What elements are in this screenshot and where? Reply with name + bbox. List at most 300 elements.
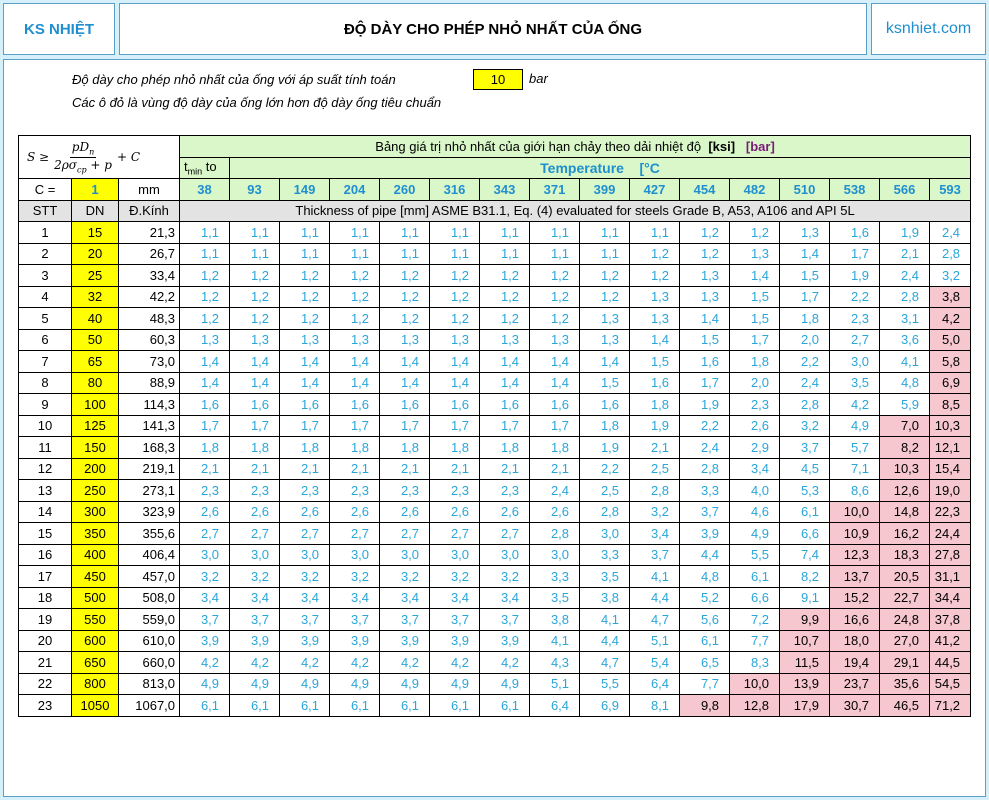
row-stt: 4 [19, 286, 72, 308]
thickness-cell: 3,7 [430, 609, 480, 631]
row-dn-input[interactable]: 40 [72, 308, 119, 330]
row-dn-input[interactable]: 600 [72, 630, 119, 652]
thickness-cell: 2,1 [880, 243, 930, 265]
thickness-cell: 3,9 [180, 630, 230, 652]
thickness-cell: 1,2 [730, 222, 780, 244]
thickness-cell: 3,2 [480, 566, 530, 588]
table-row [19, 437, 971, 459]
thickness-cell: 10,7 [780, 630, 830, 652]
thickness-cell: 1,4 [330, 351, 380, 373]
thickness-cell: 11,5 [780, 652, 830, 674]
row-dn-input[interactable]: 350 [72, 523, 119, 545]
thickness-cell: 9,1 [780, 587, 830, 609]
thickness-cell: 3,9 [230, 630, 280, 652]
thickness-cell: 1,3 [380, 329, 430, 351]
thickness-cell: 3,7 [780, 437, 830, 459]
site-link[interactable]: ksnhiet.com [871, 3, 986, 55]
thickness-cell: 3,2 [930, 265, 971, 287]
thickness-cell: 3,7 [180, 609, 230, 631]
thickness-cell: 4,2 [280, 652, 330, 674]
thickness-cell: 3,0 [180, 544, 230, 566]
thickness-cell: 1,1 [630, 222, 680, 244]
thickness-cell: 3,2 [430, 566, 480, 588]
row-outer-diameter: 273,1 [119, 480, 180, 502]
thickness-cell: 15,4 [930, 458, 971, 480]
thickness-cell: 4,1 [580, 609, 630, 631]
tmin-sub: min [187, 166, 203, 177]
row-stt: 9 [19, 394, 72, 416]
row-stt: 13 [19, 480, 72, 502]
thickness-cell: 4,8 [880, 372, 930, 394]
thickness-cell: 2,7 [230, 523, 280, 545]
row-outer-diameter: 355,6 [119, 523, 180, 545]
thickness-cell: 1,6 [230, 394, 280, 416]
thickness-cell: 19,0 [930, 480, 971, 502]
thickness-cell: 3,9 [280, 630, 330, 652]
thickness-cell: 3,5 [530, 587, 580, 609]
temperature-col-9: 427 [630, 179, 680, 201]
thickness-cell: 1,3 [430, 329, 480, 351]
thickness-cell: 2,6 [230, 501, 280, 523]
thickness-cell: 1,3 [680, 286, 730, 308]
table-row [19, 351, 971, 373]
thickness-cell: 3,9 [330, 630, 380, 652]
row-dn-input[interactable]: 800 [72, 673, 119, 695]
thickness-cell: 2,8 [580, 501, 630, 523]
thickness-cell: 1,2 [430, 286, 480, 308]
thickness-cell: 19,4 [830, 652, 880, 674]
thickness-cell: 1,3 [630, 308, 680, 330]
thickness-cell: 2,6 [530, 501, 580, 523]
thickness-cell: 2,1 [480, 458, 530, 480]
thickness-cell: 1,5 [780, 265, 830, 287]
thickness-cell: 1,4 [530, 351, 580, 373]
thickness-cell: 3,7 [680, 501, 730, 523]
thickness-cell: 2,6 [480, 501, 530, 523]
thickness-cell: 1,2 [480, 308, 530, 330]
thickness-cell: 1,2 [480, 265, 530, 287]
row-stt: 3 [19, 265, 72, 287]
row-dn-input[interactable]: 450 [72, 566, 119, 588]
thickness-cell: 6,1 [330, 695, 380, 717]
thickness-cell: 1,2 [280, 265, 330, 287]
thickness-cell: 4,2 [430, 652, 480, 674]
thickness-cell: 17,9 [780, 695, 830, 717]
row-dn-input[interactable]: 15 [72, 222, 119, 244]
table-row [19, 222, 971, 244]
row-dn-input[interactable]: 550 [72, 609, 119, 631]
thickness-cell: 22,3 [930, 501, 971, 523]
row-stt: 23 [19, 695, 72, 717]
temperature-col-1: 93 [230, 179, 280, 201]
thickness-cell: 4,1 [880, 351, 930, 373]
thickness-cell: 6,1 [230, 695, 280, 717]
table-row [19, 587, 971, 609]
thickness-cell: 16,6 [830, 609, 880, 631]
thickness-cell: 1,2 [380, 308, 430, 330]
thickness-cell: 1,8 [630, 394, 680, 416]
thickness-cell: 3,3 [580, 544, 630, 566]
c-label: C = [19, 179, 72, 201]
table-row [19, 265, 971, 287]
thickness-cell: 4,9 [380, 673, 430, 695]
thickness-cell: 2,4 [880, 265, 930, 287]
thickness-cell: 1,1 [230, 243, 280, 265]
thickness-cell: 1,2 [680, 243, 730, 265]
thickness-cell: 6,9 [930, 372, 971, 394]
row-dn-input[interactable]: 400 [72, 544, 119, 566]
thickness-cell: 1,5 [730, 286, 780, 308]
thickness-cell: 3,5 [580, 566, 630, 588]
table-row [19, 566, 971, 588]
row-stt: 19 [19, 609, 72, 631]
formula-denominator-sub: cp [76, 164, 87, 174]
thickness-cell: 6,1 [680, 630, 730, 652]
thickness-cell: 1,2 [330, 265, 380, 287]
temperature-col-10: 454 [680, 179, 730, 201]
thickness-cell: 1,2 [530, 308, 580, 330]
row-outer-diameter: 88,9 [119, 372, 180, 394]
row-outer-diameter: 114,3 [119, 394, 180, 416]
thickness-cell: 3,8 [530, 609, 580, 631]
brand-logo[interactable]: KS NHIỆT [3, 3, 115, 55]
thickness-cell: 3,9 [380, 630, 430, 652]
thickness-cell: 3,0 [330, 544, 380, 566]
thickness-cell: 8,2 [780, 566, 830, 588]
thickness-cell: 1,7 [830, 243, 880, 265]
thickness-cell: 4,2 [330, 652, 380, 674]
thickness-cell: 10,0 [830, 501, 880, 523]
thickness-cell: 2,8 [680, 458, 730, 480]
thickness-cell: 1,2 [430, 308, 480, 330]
thickness-cell: 2,7 [330, 523, 380, 545]
thickness-cell: 6,1 [780, 501, 830, 523]
formula-denominator-a: 2ρσ [54, 157, 77, 172]
table-row [19, 458, 971, 480]
thickness-cell: 12,8 [730, 695, 780, 717]
row-dn-input[interactable]: 650 [72, 652, 119, 674]
thickness-cell: 1,3 [330, 329, 380, 351]
thickness-cell: 1,9 [630, 415, 680, 437]
thickness-cell: 2,7 [830, 329, 880, 351]
thickness-cell: 3,7 [480, 609, 530, 631]
thickness-cell: 2,2 [680, 415, 730, 437]
row-outer-diameter: 610,0 [119, 630, 180, 652]
row-dn-input[interactable]: 500 [72, 587, 119, 609]
row-dn-input[interactable]: 80 [72, 372, 119, 394]
table-row [19, 630, 971, 652]
thickness-cell: 3,6 [880, 329, 930, 351]
temperature-unit: [°C [639, 159, 660, 176]
formula-numerator: pD [71, 140, 90, 155]
table-row [19, 286, 971, 308]
thickness-cell: 1,1 [580, 222, 630, 244]
thickness-cell: 1,1 [530, 243, 580, 265]
table-row [19, 308, 971, 330]
thickness-cell: 3,7 [280, 609, 330, 631]
thickness-cell: 16,2 [880, 523, 930, 545]
thickness-cell: 4,9 [330, 673, 380, 695]
thickness-cell: 2,8 [780, 394, 830, 416]
thickness-cell: 3,0 [380, 544, 430, 566]
row-dn-input[interactable]: 65 [72, 351, 119, 373]
thickness-cell: 6,1 [280, 695, 330, 717]
thickness-cell: 1,8 [280, 437, 330, 459]
intro-line-2: Các ô đỏ là vùng độ dày của ống lớn hơn độ dày ống tiêu chuẩn [72, 95, 442, 110]
thickness-cell: 4,9 [830, 415, 880, 437]
thickness-cell: 1,2 [180, 286, 230, 308]
row-outer-diameter: 1067,0 [119, 695, 180, 717]
row-outer-diameter: 219,1 [119, 458, 180, 480]
thickness-cell: 3,3 [680, 480, 730, 502]
thickness-cell: 46,5 [880, 695, 930, 717]
thickness-cell: 7,4 [780, 544, 830, 566]
thickness-cell: 1,2 [380, 286, 430, 308]
thickness-cell: 1,7 [280, 415, 330, 437]
thickness-cell: 1,4 [280, 372, 330, 394]
thickness-cell: 6,1 [430, 695, 480, 717]
row-stt: 14 [19, 501, 72, 523]
thickness-cell: 6,9 [580, 695, 630, 717]
temperature-col-8: 399 [580, 179, 630, 201]
thickness-cell: 1,7 [230, 415, 280, 437]
temperature-col-14: 566 [880, 179, 930, 201]
row-dn-input[interactable]: 20 [72, 243, 119, 265]
thickness-cell: 4,2 [930, 308, 971, 330]
thickness-cell: 4,2 [480, 652, 530, 674]
thickness-cell: 2,6 [330, 501, 380, 523]
temperature-col-11: 482 [730, 179, 780, 201]
thickness-cell: 3,9 [680, 523, 730, 545]
thickness-cell: 1,4 [280, 351, 330, 373]
thickness-cell: 4,2 [380, 652, 430, 674]
thickness-cell: 7,1 [830, 458, 880, 480]
row-outer-diameter: 26,7 [119, 243, 180, 265]
thickness-cell: 1,2 [180, 265, 230, 287]
thickness-cell: 1,4 [530, 372, 580, 394]
thickness-cell: 5,4 [630, 652, 680, 674]
thickness-cell: 1,2 [330, 308, 380, 330]
table-row [19, 544, 971, 566]
thickness-cell: 15,2 [830, 587, 880, 609]
thickness-cell: 3,0 [230, 544, 280, 566]
thickness-cell: 2,7 [380, 523, 430, 545]
thickness-cell: 5,1 [530, 673, 580, 695]
thickness-cell: 1,8 [480, 437, 530, 459]
thickness-cell: 1,1 [430, 222, 480, 244]
thickness-cell: 1,4 [380, 372, 430, 394]
thickness-cell: 1,4 [630, 329, 680, 351]
thickness-cell: 2,1 [230, 458, 280, 480]
thickness-cell: 1,2 [530, 265, 580, 287]
thickness-cell: 1,3 [680, 265, 730, 287]
thickness-cell: 1,7 [330, 415, 380, 437]
thickness-cell: 6,6 [730, 587, 780, 609]
tmin-cell [180, 157, 230, 179]
thickness-cell: 1,7 [430, 415, 480, 437]
temperature-header [230, 157, 971, 179]
thickness-cell: 1,1 [180, 222, 230, 244]
table-row [19, 501, 971, 523]
thickness-cell: 2,7 [280, 523, 330, 545]
thickness-cell: 14,8 [880, 501, 930, 523]
pressure-input[interactable]: 10 [473, 69, 523, 90]
row-outer-diameter: 559,0 [119, 609, 180, 631]
thickness-cell: 6,1 [180, 695, 230, 717]
thickness-cell: 1,9 [580, 437, 630, 459]
thickness-cell: 2,3 [280, 480, 330, 502]
thickness-cell: 1,4 [180, 372, 230, 394]
row-stt: 11 [19, 437, 72, 459]
thickness-cell: 3,2 [380, 566, 430, 588]
thickness-cell: 1,8 [780, 308, 830, 330]
row-outer-diameter: 48,3 [119, 308, 180, 330]
row-outer-diameter: 73,0 [119, 351, 180, 373]
table-row [19, 673, 971, 695]
thickness-cell: 1,1 [480, 243, 530, 265]
row-stt: 8 [19, 372, 72, 394]
thickness-cell: 4,8 [680, 566, 730, 588]
thickness-cell: 2,1 [280, 458, 330, 480]
row-dn-input[interactable]: 250 [72, 480, 119, 502]
thickness-cell: 1,1 [380, 243, 430, 265]
thickness-cell: 1,2 [180, 308, 230, 330]
thickness-cell: 3,2 [180, 566, 230, 588]
thickness-cell: 2,6 [180, 501, 230, 523]
thickness-cell: 1,2 [530, 286, 580, 308]
thickness-cell: 1,2 [230, 286, 280, 308]
thickness-cell: 1,5 [580, 372, 630, 394]
thickness-cell: 6,1 [380, 695, 430, 717]
thickness-cell: 1,4 [430, 372, 480, 394]
stress-unit-bar: [bar] [745, 138, 775, 154]
thickness-cell: 1,3 [230, 329, 280, 351]
row-dn-input[interactable]: 100 [72, 394, 119, 416]
thickness-cell: 3,5 [830, 372, 880, 394]
thickness-cell: 1,3 [630, 286, 680, 308]
thickness-cell: 2,8 [530, 523, 580, 545]
thickness-cell: 2,3 [380, 480, 430, 502]
table-row [19, 329, 971, 351]
thickness-cell: 10,3 [880, 458, 930, 480]
formula-lhs: S ≥ [27, 150, 50, 164]
row-dn-input[interactable]: 32 [72, 286, 119, 308]
thickness-cell: 10,0 [730, 673, 780, 695]
row-dn-input[interactable]: 150 [72, 437, 119, 459]
formula-denominator-b: + p [86, 157, 112, 172]
row-dn-input[interactable]: 1050 [72, 695, 119, 717]
thickness-cell: 3,2 [330, 566, 380, 588]
thickness-cell: 3,8 [930, 286, 971, 308]
pressure-unit: bar [529, 71, 548, 86]
table-row [19, 480, 971, 502]
thickness-cell: 27,0 [880, 630, 930, 652]
c-value-input[interactable]: 1 [72, 179, 119, 201]
thickness-cell: 4,4 [580, 630, 630, 652]
thickness-cell: 1,5 [730, 308, 780, 330]
thickness-cell: 3,7 [330, 609, 380, 631]
thickness-cell: 1,4 [580, 351, 630, 373]
thickness-cell: 1,6 [830, 222, 880, 244]
thickness-cell: 2,1 [430, 458, 480, 480]
thickness-cell: 1,1 [330, 243, 380, 265]
thickness-cell: 1,7 [180, 415, 230, 437]
thickness-table [18, 135, 971, 717]
thickness-caption: Thickness of pipe [mm] ASME B31.1, Eq. (4) evaluated for steels Grade B, A53, A106 and API 5L [180, 200, 971, 222]
thickness-cell: 1,2 [480, 286, 530, 308]
thickness-cell: 9,9 [780, 609, 830, 631]
thickness-cell: 4,7 [580, 652, 630, 674]
thickness-cell: 1,8 [430, 437, 480, 459]
thickness-cell: 44,5 [930, 652, 971, 674]
thickness-cell: 1,9 [830, 265, 880, 287]
thickness-cell: 54,5 [930, 673, 971, 695]
thickness-cell: 20,5 [880, 566, 930, 588]
table-row [19, 394, 971, 416]
row-stt: 10 [19, 415, 72, 437]
thickness-cell: 1,4 [480, 351, 530, 373]
temperature-col-5: 316 [430, 179, 480, 201]
thickness-cell: 24,8 [880, 609, 930, 631]
row-dn-input[interactable]: 125 [72, 415, 119, 437]
row-stt: 6 [19, 329, 72, 351]
thickness-cell: 1,8 [380, 437, 430, 459]
thickness-cell: 2,2 [780, 351, 830, 373]
thickness-cell: 2,3 [330, 480, 380, 502]
row-dn-input[interactable]: 300 [72, 501, 119, 523]
thickness-cell: 1,8 [730, 351, 780, 373]
thickness-cell: 1,1 [430, 243, 480, 265]
thickness-cell: 4,1 [530, 630, 580, 652]
thickness-cell: 7,2 [730, 609, 780, 631]
thickness-cell: 1,3 [580, 308, 630, 330]
thickness-cell: 1,6 [480, 394, 530, 416]
thickness-cell: 1,1 [480, 222, 530, 244]
thickness-cell: 29,1 [880, 652, 930, 674]
tmin-suffix: to [202, 158, 217, 174]
thickness-cell: 23,7 [830, 673, 880, 695]
row-dn-input[interactable]: 200 [72, 458, 119, 480]
thickness-cell: 1,9 [880, 222, 930, 244]
row-stt: 21 [19, 652, 72, 674]
thickness-cell: 13,9 [780, 673, 830, 695]
thickness-cell: 1,7 [530, 415, 580, 437]
thickness-cell: 4,5 [780, 458, 830, 480]
thickness-cell: 1,4 [680, 308, 730, 330]
thickness-cell: 3,9 [480, 630, 530, 652]
thickness-cell: 4,2 [230, 652, 280, 674]
row-dn-input[interactable]: 50 [72, 329, 119, 351]
thickness-cell: 3,7 [230, 609, 280, 631]
row-dn-input[interactable]: 25 [72, 265, 119, 287]
temperature-col-2: 149 [280, 179, 330, 201]
thickness-cell: 4,9 [230, 673, 280, 695]
temperature-col-12: 510 [780, 179, 830, 201]
thickness-cell: 2,3 [480, 480, 530, 502]
thickness-cell: 3,7 [380, 609, 430, 631]
thickness-cell: 5,3 [780, 480, 830, 502]
row-stt: 17 [19, 566, 72, 588]
thickness-cell: 3,4 [480, 587, 530, 609]
thickness-cell: 1,6 [280, 394, 330, 416]
thickness-cell: 1,6 [330, 394, 380, 416]
thickness-cell: 27,8 [930, 544, 971, 566]
thickness-cell: 7,0 [880, 415, 930, 437]
row-outer-diameter: 508,0 [119, 587, 180, 609]
thickness-cell: 1,6 [580, 394, 630, 416]
row-stt: 5 [19, 308, 72, 330]
thickness-cell: 8,6 [830, 480, 880, 502]
